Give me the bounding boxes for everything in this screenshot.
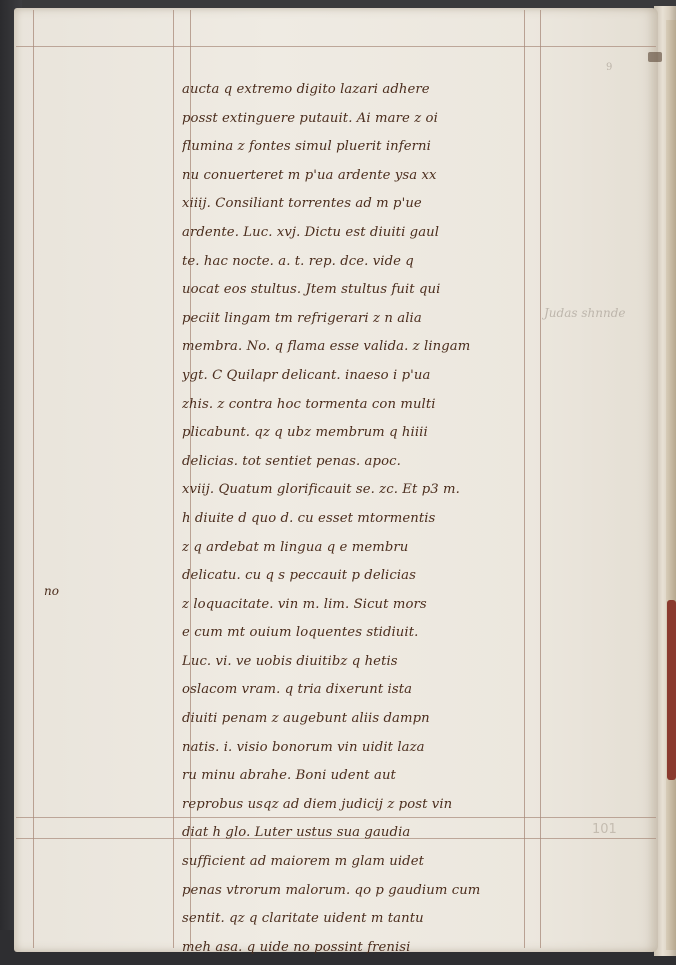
red-tab-mark	[667, 600, 676, 780]
text-line: e cum mt ouium loquentes stidiuit.	[182, 625, 419, 641]
faint-top-mark: 9	[606, 62, 613, 73]
text-line: membra. No. q flama esse valida. z lingam	[182, 339, 471, 355]
text-line: penas vtrorum malorum. qo p gaudium cum	[182, 882, 481, 898]
text-line: xiiij. Consiliant torrentes ad m p'ue	[182, 196, 422, 212]
text-line: Luc. vi. ve uobis diuitibz q hetis	[182, 653, 398, 669]
text-line: peciit lingam tm refrigerari z n alia	[182, 310, 422, 326]
text-line: te. hac nocte. a. t. rep. dce. vide q	[182, 253, 414, 269]
next-leaf-edge	[666, 20, 676, 950]
text-line: zhis. z contra hoc tormenta con multi	[182, 396, 436, 412]
text-line: nu conuerteret m p'ua ardente ysa xx	[182, 167, 437, 183]
binding-mark	[648, 52, 662, 62]
text-line: sentit. qz q claritate uident m tantu	[182, 911, 424, 927]
text-line: oslacom vram. q tria dixerunt ista	[182, 682, 413, 698]
text-line: diuiti penam z augebunt aliis dampn	[182, 711, 430, 727]
text-line: natis. i. visio bonorum vin uidit laza	[182, 739, 425, 755]
text-line: h diuite d quo d. cu esset mtormentis	[182, 510, 436, 526]
text-line: ardente. Luc. xvj. Dictu est diuiti gaul	[182, 224, 440, 240]
ruling-vertical	[540, 10, 541, 948]
margin-note: no	[44, 584, 59, 598]
text-line: z q ardebat m lingua q e membru	[182, 539, 409, 555]
ruling-horizontal	[16, 46, 656, 47]
text-line: z loquacitate. vin m. lim. Sicut mors	[182, 596, 427, 612]
text-line: diat h glo. Luter ustus sua gaudia	[182, 825, 411, 841]
text-line: plicabunt. qz q ubz membrum q hiiii	[182, 425, 428, 441]
folio-number: 101	[592, 822, 617, 837]
text-line: ygt. C Quilapr delicant. inaeso i p'ua	[182, 367, 431, 383]
ruling-vertical	[33, 10, 34, 948]
text-line: posst extinguere putauit. Ai mare z oi	[182, 110, 438, 126]
faint-margin-note: Judas shnnde	[544, 306, 626, 320]
ruling-vertical	[173, 10, 174, 948]
text-line: meh asa. q uide no possint frenisi	[182, 939, 411, 955]
text-line: reprobus usqz ad diem judicij z post vin	[182, 796, 453, 812]
text-line: sufficient ad maiorem m glam uidet	[182, 854, 425, 870]
text-line: ru minu abrahe. Boni udent aut	[182, 768, 396, 784]
text-line: aucta q extremo digito lazari adhere	[182, 82, 430, 97]
manuscript-text-column	[182, 76, 530, 962]
text-line: flumina z fontes simul pluerit inferni	[182, 139, 431, 155]
text-line: uocat eos stultus. Jtem stultus fuit qui	[182, 282, 441, 298]
text-line: delicias. tot sentiet penas. apoc.	[182, 453, 401, 469]
text-line: xviij. Quatum glorificauit se. zc. Et p3 m.	[182, 482, 460, 498]
text-line: delicatu. cu q s peccauit p delicias	[182, 568, 417, 584]
